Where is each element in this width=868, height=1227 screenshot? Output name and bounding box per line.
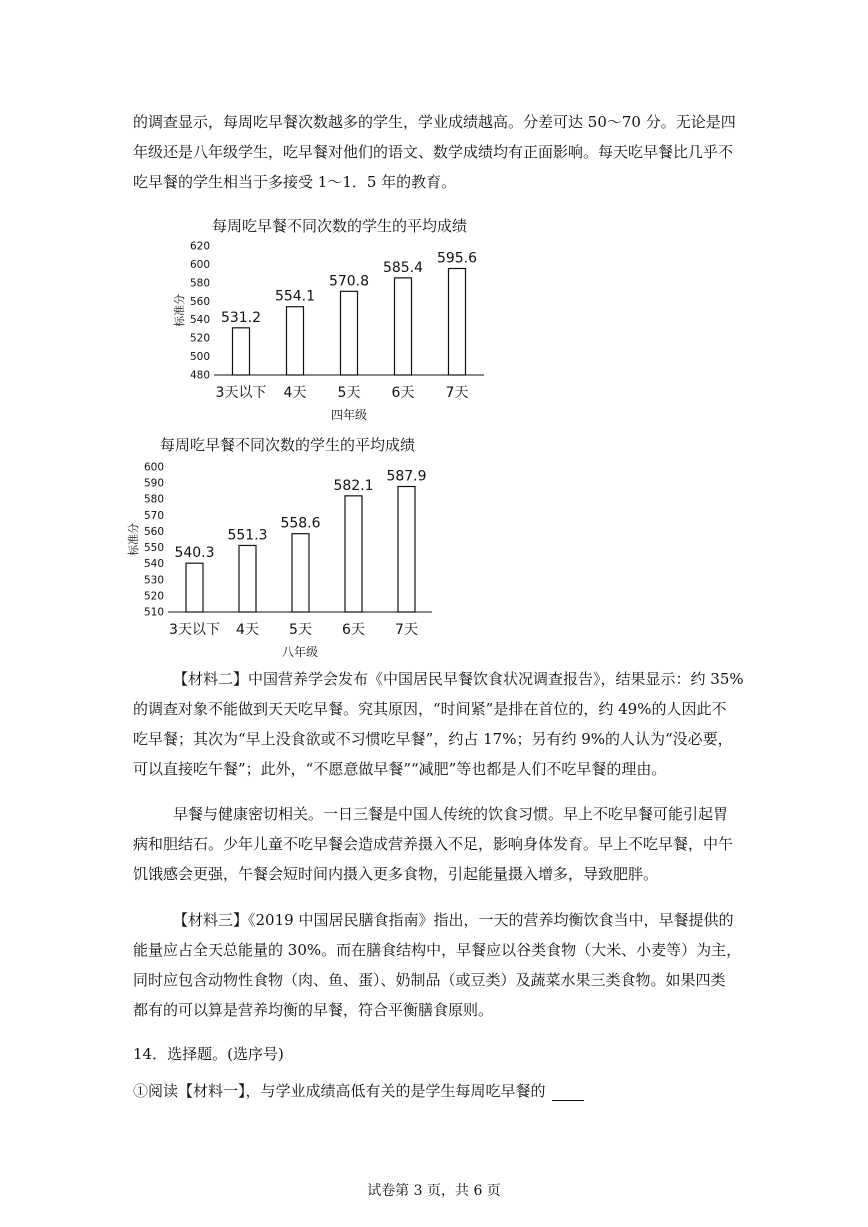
intro-line: 年级还是八年级学生，吃早餐对他们的语文、数学成绩均有正面影响。每天吃早餐比几乎不 — [133, 143, 734, 161]
bar-value-label: 587.9 — [386, 468, 427, 485]
intro-paragraph — [133, 107, 743, 197]
bar-value-label: 531.2 — [220, 309, 262, 326]
bar-value-label: 570.8 — [328, 273, 370, 290]
x-tick-label: 3天以下 — [169, 622, 220, 638]
x-tick-label: 6天 — [342, 622, 365, 638]
material2-line: 可以直接吃午餐”；此外，“不愿意做早餐”“减肥”等也都是人们不吃早餐的理由。 — [133, 760, 667, 778]
x-tick-label: 7天 — [395, 622, 418, 638]
material3-line: 都有的可以算是营养均衡的早餐，符合平衡膳食原则。 — [133, 1001, 494, 1019]
y-tick-label: 600 — [143, 461, 164, 474]
x-tick-label: 4天 — [236, 622, 259, 638]
question-item-text: ①阅读【材料一】，与学业成绩高低有关的是学生每周吃早餐的 — [133, 1082, 546, 1100]
material2-line: 吃早餐；其次为“早上没食欲或不习惯吃早餐”，约占 17%；另有约 9%的人认为“没必要， — [133, 730, 733, 748]
bar — [233, 328, 250, 375]
chart2-grade8 — [127, 458, 440, 663]
bar — [449, 268, 466, 375]
y-tick-label: 500 — [189, 351, 210, 364]
y-tick-label: 510 — [143, 606, 164, 619]
page-footer: 试卷第 3 页，共 6 页 — [367, 1183, 501, 1199]
intro-line: 的调查显示，每周吃早餐次数越多的学生，学业成绩越高。分差可达 50～70 分。无论是四 — [133, 113, 736, 131]
bar-value-label: 595.6 — [436, 250, 478, 267]
y-axis-label: 标准分 — [173, 294, 186, 327]
chart2-title: 每周吃早餐不同次数的学生的平均成绩 — [160, 436, 416, 454]
health-paragraph — [133, 799, 743, 889]
bar-value-label: 551.3 — [227, 527, 268, 544]
health-line: 饥饿感会更强，午餐会短时间内摄入更多食物，引起能量摄入增多，导致肥胖。 — [133, 865, 659, 883]
y-tick-label: 580 — [143, 493, 164, 506]
y-tick-label: 560 — [143, 525, 164, 538]
bar-value-label: 540.3 — [174, 545, 215, 562]
material3-line: 【材料三】《2019 中国居民膳食指南》指出，一天的营养均衡饮食当中，早餐提供的 — [173, 911, 734, 929]
y-tick-label: 540 — [189, 314, 210, 327]
x-tick-label: 4天 — [283, 385, 307, 401]
bar-value-label: 558.6 — [280, 515, 321, 532]
question-heading: 14．选择题。(选序号) — [133, 1045, 284, 1063]
material3-line: 同时应包含动物性食物（肉、鱼、蛋）、奶制品（或豆类）及蔬菜水果三类食物。如果四类 — [133, 971, 726, 989]
chart1-grade4 — [173, 238, 480, 438]
y-tick-label: 560 — [189, 295, 210, 308]
x-axis-label: 八年级 — [281, 645, 319, 659]
x-tick-label: 7天 — [445, 385, 469, 401]
material2-line: 的调查对象不能做到天天吃早餐。究其原因，“时间紧”是排在首位的，约 49%的人因此不 — [133, 700, 727, 718]
y-axis-label: 标准分 — [127, 523, 140, 556]
y-tick-label: 530 — [143, 574, 164, 587]
health-line: 早餐与健康密切相关。一日三餐是中国人传统的饮食习惯。早上不吃早餐可能引起胃 — [173, 805, 729, 823]
bar — [292, 534, 309, 612]
bar — [239, 545, 256, 612]
y-tick-label: 590 — [143, 477, 164, 490]
bar-value-label: 554.1 — [274, 288, 316, 305]
chart1-title: 每周吃早餐不同次数的学生的平均成绩 — [212, 217, 468, 235]
bar — [395, 278, 412, 375]
bar — [345, 496, 362, 612]
x-tick-label: 5天 — [337, 385, 361, 401]
y-tick-label: 520 — [143, 590, 164, 603]
bar-value-label: 585.4 — [382, 259, 424, 276]
y-tick-label: 600 — [189, 258, 210, 271]
bar — [186, 563, 203, 612]
intro-line: 吃早餐的学生相当于多接受 1～1．5 年的教育。 — [133, 173, 457, 191]
y-tick-label: 540 — [143, 558, 164, 571]
health-line: 病和胆结石。少年儿童不吃早餐会造成营养摄入不足，影响身体发育。早上不吃早餐，中午 — [133, 835, 734, 853]
material2-paragraph — [133, 664, 743, 784]
x-tick-label: 6天 — [391, 385, 415, 401]
answer-blank[interactable] — [552, 1086, 584, 1101]
material3-paragraph — [133, 905, 743, 1025]
y-tick-label: 550 — [143, 542, 164, 555]
question-item — [133, 1080, 584, 1101]
material2-line: 【材料二】中国营养学会发布《中国居民早餐饮食状况调查报告》，结果显示：约 35% — [173, 670, 744, 688]
bar — [341, 291, 358, 375]
x-axis-label: 四年级 — [330, 408, 368, 422]
bar-value-label: 582.1 — [333, 477, 374, 494]
material3-line: 能量应占全天总能量的 30%。而在膳食结构中，早餐应以谷类食物（大米、小麦等）为主， — [133, 941, 742, 959]
y-tick-label: 520 — [189, 332, 210, 345]
x-tick-label: 3天以下 — [215, 385, 267, 401]
y-tick-label: 570 — [143, 509, 164, 522]
y-tick-label: 620 — [189, 240, 210, 253]
y-tick-label: 480 — [189, 369, 210, 382]
bar — [398, 486, 415, 612]
x-tick-label: 5天 — [289, 622, 312, 638]
bar — [287, 307, 304, 375]
y-tick-label: 580 — [189, 277, 210, 290]
